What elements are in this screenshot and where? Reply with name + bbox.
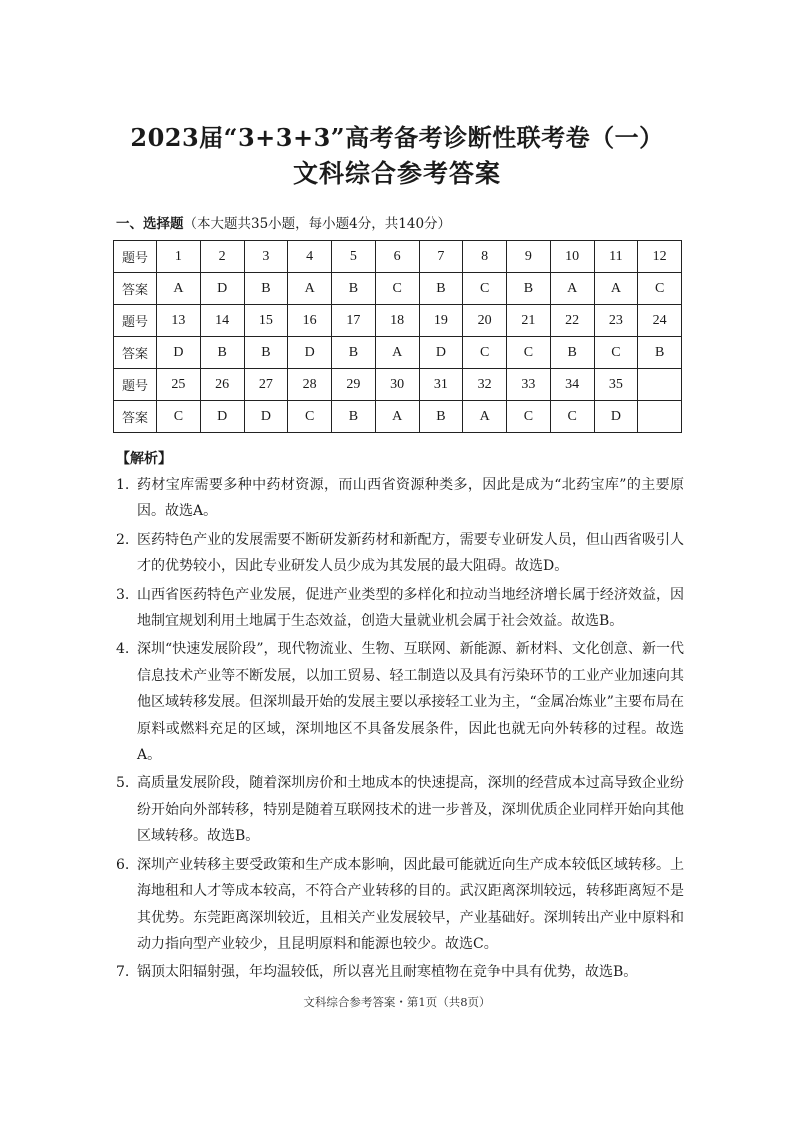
question-number-cell: 31	[419, 369, 463, 401]
question-number-cell: 1	[157, 241, 201, 273]
answer-row-label: 答案	[114, 337, 157, 369]
answer-cell: C	[375, 273, 419, 305]
answer-cell: C	[550, 401, 594, 433]
analysis-item-text: 山西省医药特色产业发展，促进产业类型的多样化和拉动当地经济增长属于经济效益，因地制宜规划利用土地属于生态效益，创造大量就业机会属于社会效益。故选B。	[137, 586, 684, 630]
answer-cell: A	[463, 401, 507, 433]
answer-cell: B	[244, 273, 288, 305]
answer-cell: C	[507, 401, 551, 433]
answer-cell: A	[288, 273, 332, 305]
question-number-cell: 25	[157, 369, 201, 401]
analysis-item-text: 医药特色产业的发展需要不断研发新药材和新配方，需要专业研发人员，但山西省吸引人才的优势较小，因此专业研发人员少成为其发展的最大阻碍。故选D。	[137, 531, 684, 575]
question-number-cell: 14	[200, 305, 244, 337]
analysis-label: 【解析】	[116, 451, 172, 467]
question-number-cell: 17	[332, 305, 376, 337]
question-number-cell: 18	[375, 305, 419, 337]
question-number-cell: 23	[594, 305, 638, 337]
question-number-cell: 33	[507, 369, 551, 401]
answer-cell: B	[200, 337, 244, 369]
question-number-cell: 9	[507, 241, 551, 273]
answer-cell: D	[200, 273, 244, 305]
answer-cell: D	[244, 401, 288, 433]
answer-cell: B	[332, 273, 376, 305]
answer-cell: A	[375, 337, 419, 369]
question-number-cell: 27	[244, 369, 288, 401]
analysis-item-number: 2.	[116, 531, 130, 548]
analysis-item	[116, 852, 684, 958]
question-number-cell: 5	[332, 241, 376, 273]
answer-cell: C	[507, 337, 551, 369]
answer-cell: B	[332, 401, 376, 433]
analysis-item-text: 锅顶太阳辐射强，年均温较低，所以喜光且耐寒植物在竞争中具有优势，故选B。	[137, 964, 638, 981]
analysis-item-number: 3.	[116, 586, 130, 603]
question-number-cell: 10	[550, 241, 594, 273]
answer-row	[114, 273, 682, 305]
answer-row-label: 答案	[114, 273, 157, 305]
question-row-label: 题号	[114, 369, 157, 401]
question-number-cell: 24	[638, 305, 682, 337]
question-number-cell: 30	[375, 369, 419, 401]
question-number-cell: 26	[200, 369, 244, 401]
answer-cell: D	[288, 337, 332, 369]
answer-cell: B	[419, 401, 463, 433]
question-number-cell: 8	[463, 241, 507, 273]
page-title: 2023届“3+3+3”高考备考诊断性联考卷（一）	[130, 123, 664, 152]
question-number-cell: 7	[419, 241, 463, 273]
answer-cell: C	[463, 337, 507, 369]
analysis-item-number: 5.	[116, 775, 130, 792]
section-heading-label: 一、选择题	[116, 216, 184, 232]
question-row	[114, 369, 682, 401]
answer-cell: D	[594, 401, 638, 433]
analysis-item	[116, 527, 684, 580]
answer-cell: A	[550, 273, 594, 305]
answer-cell: A	[375, 401, 419, 433]
analysis-item-number: 6.	[116, 856, 130, 873]
analysis-item-number: 7.	[116, 964, 130, 981]
question-number-cell: 32	[463, 369, 507, 401]
analysis-item-text: 深圳“快速发展阶段”，现代物流业、生物、互联网、新能源、新材料、文化创意、新一代信息技术产业等不断发展，以加工贸易、轻工制造以及具有污染环节的工业产业加速向其他区域转移发展。但深圳最开始的发展主要以承接轻工业为主，“金属冶炼业”主要布局在原料或燃料充足的区域，深圳地区不具备发展条件，因此也就无向外转移的过程。故选A。	[137, 641, 684, 764]
answer-cell: D	[200, 401, 244, 433]
page-subtitle: 文科综合参考答案	[292, 159, 501, 188]
question-number-cell	[638, 369, 682, 401]
answer-cell: C	[157, 401, 201, 433]
question-number-cell: 6	[375, 241, 419, 273]
analysis-item	[116, 472, 684, 525]
answer-cell: A	[157, 273, 201, 305]
question-number-cell: 28	[288, 369, 332, 401]
analysis-item	[116, 959, 684, 985]
question-row-label: 题号	[114, 241, 157, 273]
section-heading	[116, 212, 451, 232]
question-number-cell: 16	[288, 305, 332, 337]
answer-cell: B	[244, 337, 288, 369]
analysis-item	[116, 770, 684, 849]
answer-row	[114, 337, 682, 369]
answer-cell: B	[332, 337, 376, 369]
question-number-cell: 13	[157, 305, 201, 337]
analysis-item-number: 1.	[116, 477, 130, 493]
answer-cell: C	[463, 273, 507, 305]
question-row	[114, 305, 682, 337]
question-number-cell: 34	[550, 369, 594, 401]
answer-cell: A	[594, 273, 638, 305]
question-number-cell: 15	[244, 305, 288, 337]
answer-row-label: 答案	[114, 401, 157, 433]
answer-cell: B	[507, 273, 551, 305]
analysis-item-number: 4.	[116, 641, 130, 658]
question-number-cell: 11	[594, 241, 638, 273]
analysis-list	[116, 472, 684, 988]
question-number-cell: 20	[463, 305, 507, 337]
question-number-cell: 35	[594, 369, 638, 401]
answer-cell: C	[638, 273, 682, 305]
answer-table	[113, 240, 682, 433]
question-number-cell: 4	[288, 241, 332, 273]
answer-row	[114, 401, 682, 433]
analysis-item-text: 深圳产业转移主要受政策和生产成本影响，因此最可能就近向生产成本较低区域转移。上海地租和人才等成本较高，不符合产业转移的目的。武汉距离深圳较远，转移距离短不是其优势。东莞距离深圳较近，且相关产业发展较早，产业基础好。深圳转出产业中原料和动力指向型产业较少，且昆明原料和能源也较少。故选C。	[137, 856, 684, 952]
section-heading-note: （本大题共35小题，每小题4分，共140分）	[183, 216, 452, 232]
question-number-cell: 29	[332, 369, 376, 401]
analysis-item	[116, 636, 684, 768]
question-number-cell: 3	[244, 241, 288, 273]
analysis-item-text: 药材宝库需要多种中药材资源，而山西省资源种类多，因此是成为“北药宝库”的主要原因。故选A。	[137, 477, 684, 520]
question-number-cell: 21	[507, 305, 551, 337]
answer-cell: D	[419, 337, 463, 369]
answer-cell: B	[638, 337, 682, 369]
answer-cell: B	[550, 337, 594, 369]
answer-cell: C	[594, 337, 638, 369]
question-row-label: 题号	[114, 305, 157, 337]
question-number-cell: 12	[638, 241, 682, 273]
analysis-item-text: 高质量发展阶段，随着深圳房价和土地成本的快速提高，深圳的经营成本过高导致企业纷纷开始向外部转移，特别是随着互联网技术的进一步普及，深圳优质企业同样开始向其他区域转移。故选B。	[137, 775, 684, 845]
analysis-item	[116, 582, 684, 635]
question-number-cell: 2	[200, 241, 244, 273]
question-row	[114, 241, 682, 273]
answer-cell: D	[157, 337, 201, 369]
page-footer: 文科综合参考答案・第1页（共8页）	[303, 995, 491, 1009]
answer-cell: B	[419, 273, 463, 305]
answer-cell	[638, 401, 682, 433]
question-number-cell: 22	[550, 305, 594, 337]
answer-cell: C	[288, 401, 332, 433]
question-number-cell: 19	[419, 305, 463, 337]
